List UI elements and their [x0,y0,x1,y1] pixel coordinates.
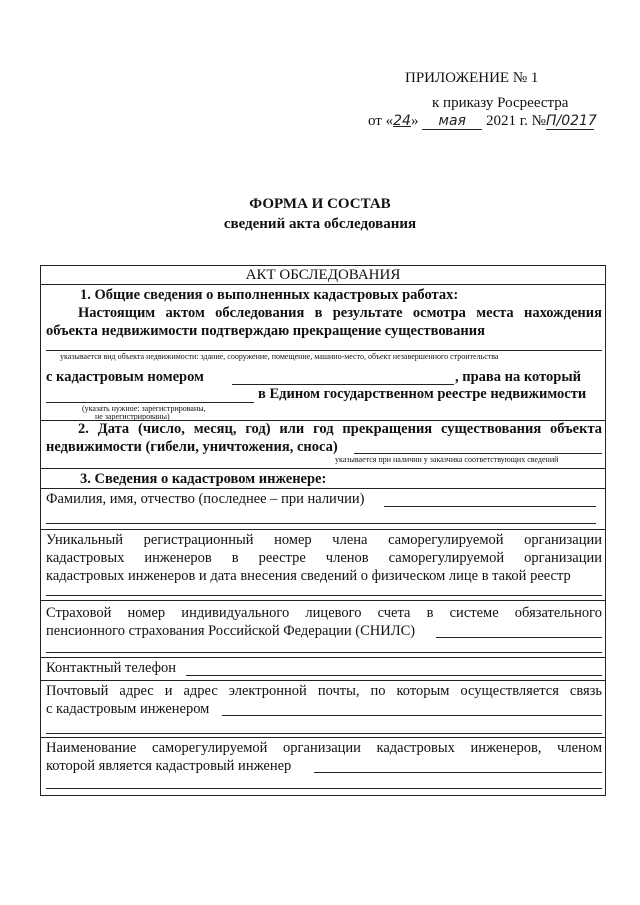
snils-field[interactable] [436,637,602,638]
reg-number-line2: кадастровых инженеров в реестре членов саморегулируемой организации [46,550,602,566]
divider [40,657,606,658]
snils-line1: Страховой номер индивидуального лицевого счета в системе обязательного [46,605,602,621]
address-line2: с кадастровым инженером [46,701,210,717]
divider [40,529,606,530]
date-day-handwritten: 24 [393,113,411,129]
date-sep: » [410,113,419,129]
egrn-label: в Едином государственном реестре недвижимости [258,386,587,402]
address-field-cont[interactable] [46,733,602,734]
object-type-hint: указывается вид объекта недвижимости: здание, сооружение, помещение, машино-место, объект незавершенного строительства [60,352,499,361]
rights-hint-1: (указать нужное: зарегистрированы, [82,404,206,413]
address-line1: Почтовый адрес и адрес электронной почты, по которым осуществляется связь [46,683,602,699]
fio-field[interactable] [384,506,596,507]
divider [40,284,606,285]
order-date-line [368,113,597,130]
rights-hint-2: не зарегистрированы) [95,412,170,421]
phone-label: Контактный телефон [46,660,177,676]
act-heading: АКТ ОБСЛЕДОВАНИЯ [245,267,401,283]
section1-title: 1. Общие сведения о выполненных кадастровых работах: [80,287,459,303]
section2-line1: 2. Дата (число, месяц, год) или год прекращения существования объекта [78,421,602,437]
rights-label: , права на который [455,369,581,385]
rights-status-field[interactable] [46,402,254,403]
sro-field[interactable] [314,772,602,773]
snils-line2: пенсионного страхования Российской Федерации (СНИЛС) [46,623,416,639]
section1-text-line2: объекта недвижимости подтверждаю прекращение существования [46,323,485,339]
order-number-handwritten: П/0217 [545,113,597,129]
fio-label: Фамилия, имя, отчество (последнее – при наличии) [46,491,365,507]
divider [40,600,606,601]
divider [40,737,606,738]
date-year: 2021 г. № [485,113,546,129]
sro-field-cont[interactable] [46,788,602,789]
reg-number-line3: кадастровых инженеров и дата внесения сведений о физическом лице в такой реестр [46,568,571,584]
fio-field-cont[interactable] [46,523,596,524]
form-subtitle: сведений акта обследования [223,216,417,232]
cadastral-label: с кадастровым номером [46,369,204,385]
date-prefix: от « [368,113,394,129]
reg-number-line1: Уникальный регистрационный номер члена саморегулируемой организации [46,532,602,548]
divider [40,680,606,681]
termination-hint: указывается при наличии у заказчика соответствующих сведений [335,455,559,464]
reg-number-field[interactable] [46,595,602,596]
termination-date-field[interactable] [354,453,602,454]
form-title: ФОРМА И СОСТАВ [249,196,391,212]
phone-field[interactable] [186,675,602,676]
divider [40,468,606,469]
section1-text-line1: Настоящим актом обследования в результате осмотра места нахождения [78,305,602,321]
snils-field-cont[interactable] [46,652,602,653]
sro-line1: Наименование саморегулируемой организации кадастровых инженеров, членом [46,740,602,756]
order-reference: к приказу Росреестра [432,95,569,111]
appendix-label: ПРИЛОЖЕНИЕ № 1 [405,70,539,86]
section2-line2: недвижимости (гибели, уничтожения, сноса) [46,439,338,455]
sro-line2: которой является кадастровый инженер [46,758,292,774]
date-month-handwritten: мая [422,113,482,130]
object-type-field[interactable] [46,350,602,351]
address-field[interactable] [222,715,602,716]
divider [40,488,606,489]
section3-title: 3. Сведения о кадастровом инженере: [80,471,327,487]
